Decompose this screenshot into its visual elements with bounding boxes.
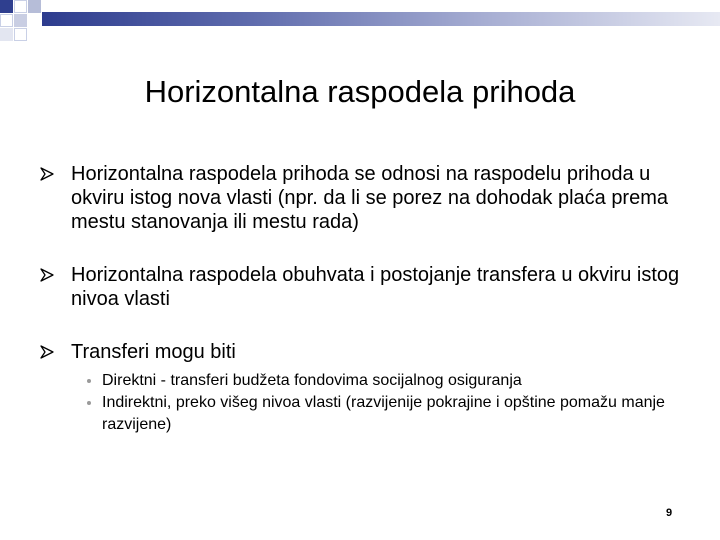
deco-square	[14, 0, 27, 13]
deco-square	[0, 0, 13, 13]
deco-square	[14, 14, 27, 27]
page-number: 9	[666, 507, 673, 519]
arrow-bullet-icon	[40, 167, 54, 181]
arrow-bullet-icon	[40, 268, 54, 282]
deco-square	[0, 28, 13, 41]
bullet-text: Transferi mogu biti	[71, 341, 236, 363]
slide-title: Horizontalna raspodela prihoda	[144, 74, 576, 109]
bullet-list	[40, 162, 680, 436]
header-gradient-bar	[42, 12, 720, 26]
dot-bullet-icon	[87, 401, 91, 405]
sub-bullet-list	[71, 370, 680, 436]
dot-bullet-icon	[87, 379, 91, 383]
bullet-item	[40, 162, 680, 234]
bullet-text: Horizontalna raspodela prihoda se odnosi na raspodelu prihoda u okviru istog nova vlasti (npr. da li se porez na dohodak plaća prema mestu stanovanja ili mestu rada)	[71, 163, 669, 233]
deco-square	[14, 28, 27, 41]
deco-square	[0, 14, 13, 27]
sub-bullet-text: Direktni - transferi budžeta fondovima socijalnog osiguranja	[102, 372, 522, 389]
deco-square	[28, 0, 41, 13]
sub-bullet-text: Indirektni, preko višeg nivoa vlasti (razvijenije pokrajine i opštine pomažu manje razvijene)	[102, 394, 665, 433]
sub-bullet-item	[71, 370, 680, 392]
sub-bullet-item	[71, 392, 680, 436]
bullet-text: Horizontalna raspodela obuhvata i postojanje transfera u okviru istog nivoa vlasti	[71, 264, 680, 310]
arrow-bullet-icon	[40, 345, 54, 359]
bullet-item	[40, 263, 680, 311]
bullet-item	[40, 340, 680, 436]
